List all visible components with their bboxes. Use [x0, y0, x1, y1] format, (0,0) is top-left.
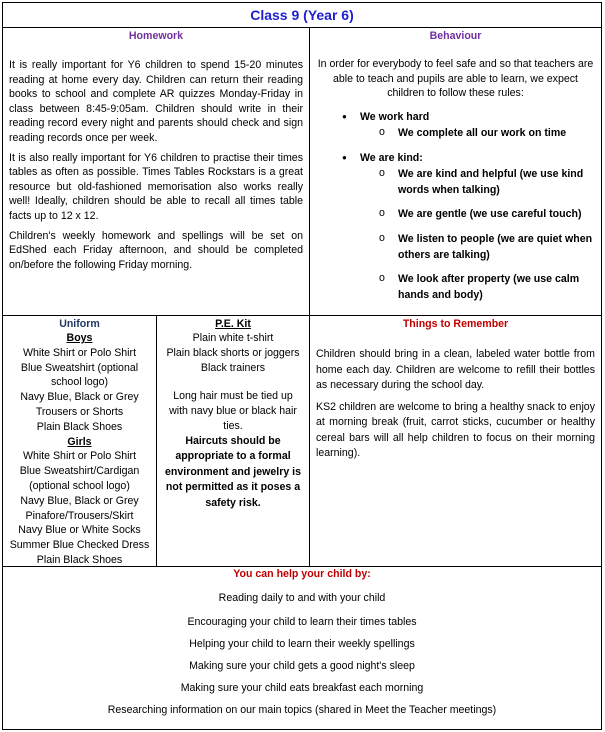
pe-kit-section [156, 315, 310, 567]
help-section [2, 566, 602, 730]
homework-section [2, 27, 310, 316]
rule-sub-item: o We complete all our work on time [316, 125, 595, 141]
remember-section [309, 315, 602, 567]
rule-sub-item: o We look after property (we use calm hands and body) [316, 271, 595, 303]
rule-kind: ● We are kind: [316, 151, 595, 166]
uniform-item: Navy Blue, Black or Grey Pinafore/Trousers/Skirt [20, 494, 139, 522]
help-item: Helping your child to learn their weekly spellings [189, 638, 415, 650]
remember-paragraph: KS2 children are welcome to bring a healthy snack to enjoy at morning break (fruit, carrot sticks, cucumber or healthy cereal bars will all help children to focus on their morning learning). [316, 400, 595, 459]
help-heading: You can help your child by: [233, 568, 371, 580]
homework-paragraph: It is really important for Y6 children to spend 15-20 minutes reading at home every day. Children can return their reading books to school and complete AR quizzes Monday-Friday in class between 8:45-9:05am. Children should write in their reading record every night and parents should check and sign reading records once per week. [9, 59, 303, 144]
uniform-item: Plain Black Shoes [36, 553, 123, 566]
page-title: Class 9 (Year 6) [2, 2, 602, 28]
behaviour-heading: Behaviour [429, 30, 482, 42]
behaviour-intro: In order for everybody to feel safe and so that teachers are able to teach and pupils are able to learn, we expect children to follow these rules: [317, 58, 594, 100]
uniform-item: White Shirt or Polo Shirt [22, 346, 137, 359]
uniform-item: Blue Sweatshirt/Cardigan (optional school logo) [19, 465, 140, 492]
uniform-heading: Uniform [59, 318, 100, 330]
rule-work-hard: ● We work hard [316, 110, 595, 125]
homework-heading: Homework [128, 30, 184, 42]
help-item: Encouraging your child to learn their times tables [187, 616, 417, 628]
uniform-item: Navy Blue, Black or Grey Trousers or Shorts [20, 391, 139, 418]
girls-heading: Girls [67, 435, 92, 448]
uniform-item: White Shirt or Polo Shirt [22, 450, 137, 463]
rule-sub-item: o We are gentle (we use careful touch) [316, 206, 595, 222]
uniform-item: Summer Blue Checked Dress [9, 539, 150, 552]
boys-heading: Boys [66, 332, 93, 344]
help-item: Researching information on our main topics (shared in Meet the Teacher meetings) [107, 704, 497, 716]
homework-paragraph: It is also really important for Y6 children to practise their times tables as often as possible. Times Tables Rockstars is a great resource but old-fashioned memorisation also works really well! Ideally, children should be able to recall all times table facts up to 12 x 12. [9, 151, 303, 222]
uniform-item: Blue Sweatshirt (optional school logo) [20, 361, 139, 389]
pe-kit-item: Plain black shorts or joggers [166, 346, 300, 359]
help-item: Making sure your child eats breakfast each morning [180, 682, 424, 694]
pe-kit-heading: P.E. Kit [215, 318, 251, 330]
remember-paragraph: Children should bring in a clean, labeled water bottle from home each day. Children are welcome to refill their bottles as necessary during the school day. [316, 348, 595, 391]
remember-heading: Things to Remember [402, 318, 509, 330]
pe-kit-item: Black trainers [200, 361, 266, 374]
pe-kit-item: Plain white t-shirt [192, 332, 274, 344]
help-item: Making sure your child gets a good night's sleep [189, 660, 415, 672]
help-item: Reading daily to and with your child [218, 592, 386, 604]
uniform-item: Navy Blue or White Socks [18, 524, 141, 537]
uniform-item: Plain Black Shoes [36, 420, 123, 433]
rule-sub-item: o We are kind and helpful (we use kind words when talking) [316, 166, 595, 198]
rule-sub-item: o We listen to people (we are quiet when others are talking) [316, 231, 595, 263]
homework-paragraph: Children's weekly homework and spellings will be set on EdShed each Friday afternoon, and should be completed on/before the following Friday morning. [9, 229, 303, 271]
newsletter-page [2, 2, 602, 730]
hair-rule: Long hair must be tied up with navy blue or black hair ties. [169, 390, 297, 432]
haircut-rule: Haircuts should be appropriate to a formal environment and jewelry is not permitted as it poses a safety risk. [165, 434, 301, 509]
behaviour-section [309, 27, 602, 316]
uniform-section [2, 315, 157, 567]
